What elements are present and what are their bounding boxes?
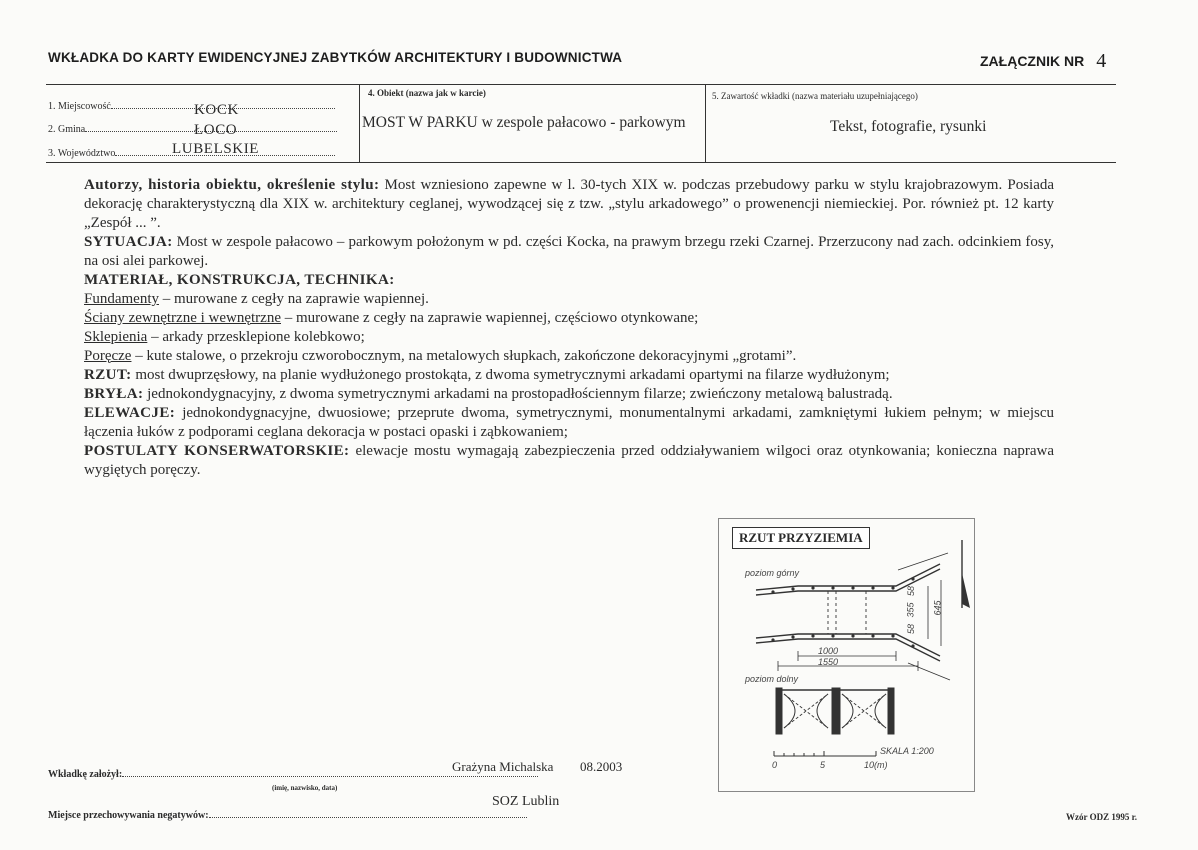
content-label: 5. Zawartość wkładki (nazwa materiału uzupełniającego) bbox=[712, 91, 918, 101]
railings-line bbox=[84, 347, 1054, 366]
voivodeship-value: LUBELSKIE bbox=[172, 141, 260, 157]
description-body bbox=[84, 176, 1054, 480]
drawing-title: RZUT PRZYZIEMIA bbox=[732, 527, 870, 549]
material-heading-line bbox=[84, 271, 1054, 290]
authors-paragraph bbox=[84, 176, 1054, 233]
template-version: Wzór ODZ 1995 r. bbox=[1066, 812, 1137, 822]
elevations-text: jednokondygnacyjne, dwuosiowe; przeprute dwoma, symetrycznymi, monumentalnymi arkadami, zamkniętymi łukiem pełnym; w miejscu łączenia łuków z podporami ceglana dekoracja w postaci opaski i ząbkowaniem; bbox=[84, 405, 1055, 440]
situation-paragraph bbox=[84, 233, 1054, 271]
commune-value: ŁOCO bbox=[194, 122, 238, 138]
mass-line bbox=[84, 385, 1054, 404]
situation-text: Most w zespole pałacowo – parkowym położonym w pd. części Kocka, na prawym brzegu rzeki Czarnej. Przerzucony nad zach. odcinkiem fosy, na osi alei parkowej. bbox=[84, 234, 1055, 269]
elevations-line bbox=[84, 404, 1054, 442]
vaults-text: – arkady przesklepione kolebkowo; bbox=[151, 329, 365, 345]
railing-posts bbox=[771, 577, 917, 647]
founder-name: Grażyna Michalska bbox=[452, 759, 554, 774]
locality-label: 1. Miejscowość bbox=[48, 101, 111, 112]
storage-label: Miejsce przechowywania negatywów: bbox=[48, 810, 209, 821]
bridge-plan-svg bbox=[718, 518, 978, 790]
scale-text bbox=[880, 746, 934, 756]
storage-value: SOZ Lublin bbox=[492, 794, 560, 809]
material-heading: MATERIAŁ, KONSTRUKCJA, TECHNIKA: bbox=[84, 272, 395, 288]
dim-58-bottom: 58 bbox=[906, 623, 917, 635]
scale-bar bbox=[774, 751, 876, 756]
header-divider-2 bbox=[705, 85, 706, 162]
walls-label: Ściany zewnętrzne i wewnętrzne bbox=[84, 310, 281, 326]
commune-label: 2. Gmina bbox=[48, 124, 86, 135]
authors-text: Most wzniesiono zapewne w l. 30-tych XIX w. podczas przebudowy parku w stylu krajobrazowym. Posiada dekorację charakterystyczną dla XIX w. architektury ceglanej, wywodzącej się z tzw. „stylu arkadowego” o prowenencji niemieckiej. Por. również pt. 12 karty „Zespół ... ”. bbox=[84, 177, 1055, 231]
dim-645: 645 bbox=[932, 600, 943, 616]
scale-ten: 10(m) bbox=[864, 760, 888, 770]
mass-text: jednokondygnacyjny, z dwoma symetrycznymi arkadami na prostopadłościennym filarze; zwieńczony metalową balustradą. bbox=[147, 386, 893, 402]
voivodeship-label: 3. Województwo bbox=[48, 148, 116, 159]
object-value: MOST W PARKU w zespole pałacowo - parkowym bbox=[362, 114, 686, 131]
attachment-number bbox=[980, 49, 1106, 72]
header-bottom-rule bbox=[46, 162, 1116, 163]
foundations-text: – murowane z cegły na zaprawie wapiennej. bbox=[162, 291, 429, 307]
mass-heading: BRYŁA: bbox=[84, 386, 144, 402]
dimension-lines bbox=[778, 580, 941, 671]
storage-field bbox=[48, 810, 527, 821]
header-top-rule bbox=[46, 84, 1116, 85]
plan-heading: RZUT: bbox=[84, 367, 132, 383]
attachment-value: 4 bbox=[1096, 50, 1107, 72]
postulates-heading: POSTULATY KONSERWATORSKIE: bbox=[84, 443, 350, 459]
walls-text: – murowane z cegły na zaprawie wapiennej, częściowo otynkowane; bbox=[284, 310, 699, 326]
postulates-text: elewacje mostu wymagają zabezpieczenia przed oddziaływaniem wilgoci oraz otynkowania; konieczna naprawa wygiętych poręczy. bbox=[84, 443, 1054, 478]
scale-zero: 0 bbox=[772, 760, 778, 770]
situation-heading: SYTUACJA: bbox=[84, 234, 173, 250]
vaults-label: Sklepienia bbox=[84, 329, 148, 345]
walls-line bbox=[84, 309, 1054, 328]
north-arrow-icon bbox=[962, 540, 970, 608]
header-divider-1 bbox=[359, 85, 360, 162]
locality-value: KOCK bbox=[194, 102, 239, 118]
founded-hint: (imię, nazwisko, data) bbox=[272, 784, 338, 792]
form-title: WKŁADKA DO KARTY EWIDENCYJNEJ ZABYTKÓW ARCHITEKTURY I BUDOWNICTWA bbox=[48, 50, 623, 65]
upper-level-label: poziom górny bbox=[745, 568, 800, 578]
dim-1550: 1550 bbox=[818, 657, 839, 667]
foundations-line bbox=[84, 290, 1054, 309]
founded-field bbox=[48, 769, 538, 780]
scale-five: 5 bbox=[820, 760, 826, 770]
scale-label: SKALA bbox=[880, 746, 909, 756]
scale-value: 1:200 bbox=[911, 746, 934, 756]
railings-label: Poręcze bbox=[84, 348, 132, 364]
content-value: Tekst, fotografie, rysunki bbox=[830, 118, 987, 135]
dim-355: 355 bbox=[905, 602, 916, 618]
attachment-label: ZAŁĄCZNIK NR bbox=[980, 53, 1085, 69]
railings-text: – kute stalowe, o przekroju czworobocznym, na metalowych słupkach, zakończone dekoracyjnymi „grotami”. bbox=[135, 348, 797, 364]
authors-heading: Autorzy, historia obiektu, określenie stylu: bbox=[84, 177, 380, 193]
plan-text: most dwuprzęsłowy, na planie wydłużonego prostokąta, z dwoma symetrycznymi arkadami opartymi na filarze wydłużonym; bbox=[135, 367, 890, 383]
foundations-label: Fundamenty bbox=[84, 291, 159, 307]
plan-line bbox=[84, 366, 1054, 385]
lower-level-plan bbox=[776, 688, 894, 734]
founded-label: Wkładkę założył: bbox=[48, 769, 123, 780]
vaults-line bbox=[84, 328, 1054, 347]
lower-level-label: poziom dolny bbox=[745, 674, 799, 684]
postulates-line bbox=[84, 442, 1054, 480]
elevations-heading: ELEWACJE: bbox=[84, 405, 176, 421]
object-label: 4. Obiekt (nazwa jak w karcie) bbox=[368, 88, 486, 98]
founder-date: 08.2003 bbox=[580, 759, 623, 774]
dim-58-top: 58 bbox=[906, 585, 917, 597]
dim-1000: 1000 bbox=[818, 646, 839, 656]
